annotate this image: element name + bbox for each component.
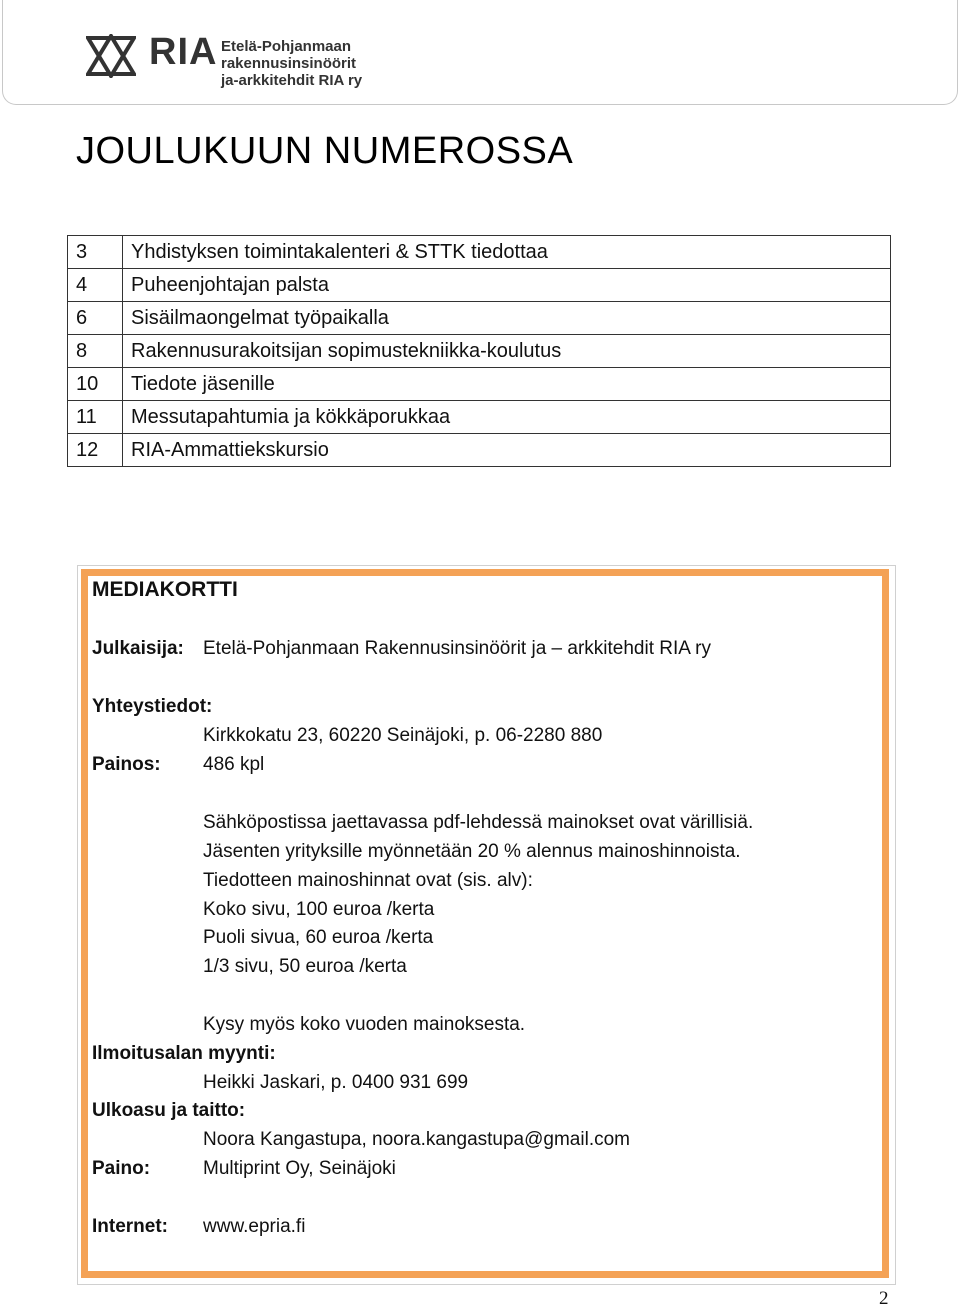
printer-value: Multiprint Oy, Seinäjoki: [203, 1158, 396, 1179]
ad-price: Puoli sivua, 60 euroa /kerta: [203, 927, 434, 948]
page-number: 2: [879, 1288, 889, 1309]
issue-title: JOULUKUUN NUMEROSSA: [76, 130, 574, 172]
internet-link[interactable]: www.epria.fi: [203, 1216, 306, 1237]
print-run-label: Painos:: [92, 754, 161, 775]
contents-row: [68, 236, 891, 269]
contents-article-title: Tiedote jäsenille: [123, 368, 891, 401]
logo-banner: [2, 0, 958, 105]
contents-page-number: 10: [68, 368, 123, 401]
contents-page-number: 8: [68, 335, 123, 368]
contents-row: [68, 368, 891, 401]
contents-article-title: Puheenjohtajan palsta: [123, 269, 891, 302]
contents-article-title: Rakennusurakoitsijan sopimustekniikka-koulutus: [123, 335, 891, 368]
contents-article-title: Yhdistyksen toimintakalenteri & STTK tiedottaa: [123, 236, 891, 269]
ad-price: 1/3 sivu, 50 euroa /kerta: [203, 956, 407, 977]
annual-ad-note: Kysy myös koko vuoden mainoksesta.: [203, 1014, 526, 1035]
contents-article-title: Messutapahtumia ja kökkäporukkaa: [123, 401, 891, 434]
contents-page-number: 3: [68, 236, 123, 269]
contents-row: [68, 401, 891, 434]
logo-org-line: Etelä-Pohjanmaan: [221, 38, 352, 55]
internet-label: Internet:: [92, 1216, 168, 1237]
ria-triangle-mark-icon: [86, 34, 136, 78]
contents-page-number: 11: [68, 401, 123, 434]
contents-row: [68, 269, 891, 302]
contents-row: [68, 335, 891, 368]
contact-label: Yhteystiedot:: [92, 696, 213, 717]
layout-label: Ulkoasu ja taitto:: [92, 1100, 246, 1121]
layout-value: Noora Kangastupa, noora.kangastupa@gmail.com: [203, 1129, 630, 1150]
print-run-value: 486 kpl: [203, 754, 265, 775]
ad-sales-label: Ilmoitusalan myynti:: [92, 1043, 276, 1064]
contents-page-number: 12: [68, 434, 123, 467]
media-card-title: MEDIAKORTTI: [92, 578, 238, 601]
ad-price: Koko sivu, 100 euroa /kerta: [203, 899, 435, 920]
contact-value: Kirkkokatu 23, 60220 Seinäjoki, p. 06-2280 880: [203, 725, 603, 746]
contents-page-number: 6: [68, 302, 123, 335]
logo-org-line: ja-arkkitehdit RIA ry: [221, 72, 363, 89]
logo-organization-name: [221, 38, 362, 89]
ad-note: Jäsenten yrityksille myönnetään 20 % alennus mainoshinnoista.: [203, 841, 741, 862]
contents-page-number: 4: [68, 269, 123, 302]
media-card: [77, 565, 896, 1285]
publisher-value: Etelä-Pohjanmaan Rakennusinsinöörit ja – arkkitehdit RIA ry: [203, 638, 711, 659]
contents-row: [68, 302, 891, 335]
ad-sales-value: Heikki Jaskari, p. 0400 931 699: [203, 1072, 469, 1093]
contents-article-title: Sisäilmaongelmat työpaikalla: [123, 302, 891, 335]
logo-org-line: rakennusinsinöörit: [221, 55, 357, 72]
publisher-label: Julkaisija:: [92, 638, 184, 659]
contents-article-title: RIA-Ammattiekskursio: [123, 434, 891, 467]
ad-note: Sähköpostissa jaettavassa pdf-lehdessä mainokset ovat värillisiä.: [203, 812, 754, 833]
ad-note: Tiedotteen mainoshinnat ovat (sis. alv):: [203, 870, 533, 891]
contents-table: [67, 235, 891, 467]
printer-label: Paino:: [92, 1158, 151, 1179]
contents-row: [68, 434, 891, 467]
logo-acronym: RIA: [149, 31, 218, 73]
